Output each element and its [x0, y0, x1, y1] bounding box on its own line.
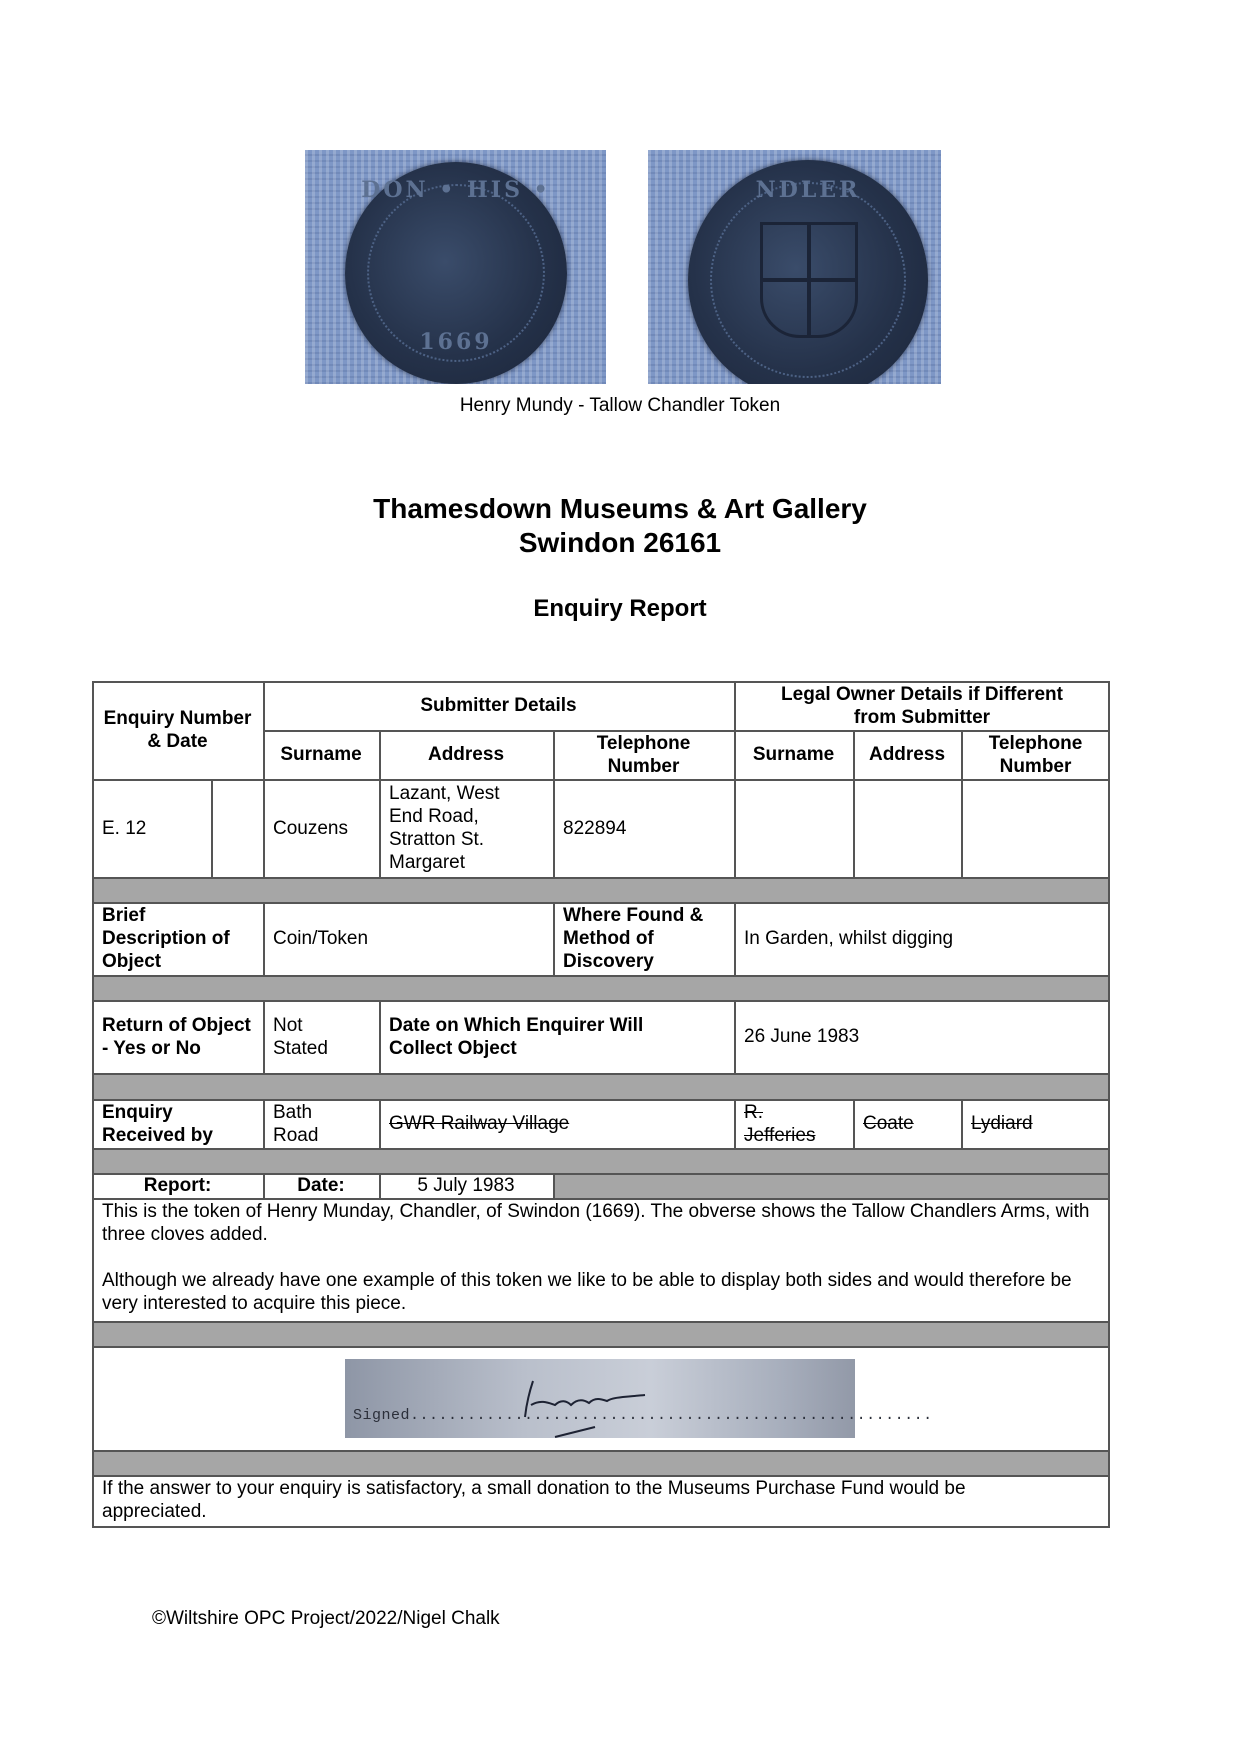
report-header-band [553, 1173, 1110, 1198]
owner-address [853, 779, 961, 877]
separator-band [92, 1450, 1110, 1475]
row-line [92, 1148, 1110, 1150]
header-address: Address [427, 744, 505, 765]
enquiry-date [211, 779, 263, 877]
report-text [92, 1198, 1110, 1321]
report-label: Report: [143, 1175, 212, 1196]
header-owner-surname: Surname [752, 744, 835, 765]
header-submitter-details: Submitter Details [420, 695, 577, 716]
token-reverse-photo [648, 150, 941, 384]
received-option-bath-road: Bath Road [273, 1101, 319, 1146]
received-option-gwr: GWR Railway Village [389, 1113, 570, 1134]
return-value: Not Stated [273, 1014, 328, 1059]
report-paragraph-2: Although we already have one example of this token we like to be able to display both sides and would therefore be very interested to acquire this piece. [102, 1270, 1072, 1314]
separator-band [92, 975, 1110, 1000]
header-owner-telephone: Telephone Number [988, 732, 1083, 777]
coin-obverse [345, 162, 567, 384]
owner-surname [734, 779, 853, 877]
received-option-coate: Coate [863, 1113, 914, 1134]
description-label: Brief Description of Object [102, 905, 230, 972]
separator-band [92, 1073, 1110, 1099]
coin-obverse-date: 1669 [419, 329, 493, 355]
description-value: Coin/Token [273, 928, 369, 949]
signed-label: Signed....................................................... [353, 1407, 933, 1424]
copyright-footer: ©Wiltshire OPC Project/2022/Nigel Chalk [152, 1608, 500, 1629]
page-title [0, 492, 1240, 560]
coin-obverse-legend: DON • HIS • [361, 177, 551, 203]
received-option-lydiard: Lydiard [971, 1113, 1033, 1134]
row-line [92, 1073, 1110, 1075]
title-line-2: Swindon 26161 [518, 527, 722, 558]
submitter-address: Lazant, West End Road, Stratton St. Margaret [389, 783, 500, 873]
table-border-bottom [92, 1526, 1110, 1528]
row-line [92, 1321, 1110, 1323]
header-legal-owner-details: Legal Owner Details if Different from Submitter [781, 683, 1063, 728]
header-owner-address: Address [868, 744, 946, 765]
enquiry-number: E. 12 [102, 817, 147, 839]
collect-date-label: Date on Which Enquirer Will Collect Object [389, 1014, 644, 1059]
header-telephone: Telephone Number [596, 732, 691, 777]
owner-telephone [961, 779, 1110, 877]
report-subtitle: Enquiry Report [533, 595, 707, 622]
row-line [92, 1346, 1110, 1348]
separator-band [92, 1148, 1110, 1173]
photo-caption: Henry Mundy - Tallow Chandler Token [459, 395, 781, 416]
submitter-surname: Couzens [273, 817, 348, 839]
where-found-label: Where Found & Method of Discovery [563, 905, 704, 972]
signature-image [345, 1359, 933, 1438]
where-found-value: In Garden, whilst digging [744, 928, 954, 949]
token-obverse-photo [305, 150, 606, 384]
received-option-jefferies: R. Jefferies [744, 1101, 816, 1146]
donation-note: If the answer to your enquiry is satisfactory, a small donation to the Museums Purchase Fund would be appreciated. [102, 1478, 966, 1522]
enquiry-table [92, 681, 1110, 1526]
received-by-label: Enquiry Received by [102, 1101, 213, 1146]
report-date-label: Date: [297, 1175, 345, 1196]
row-line [92, 877, 1110, 879]
report-date-value: 5 July 1983 [417, 1175, 515, 1196]
handwritten-signature-icon [345, 1359, 855, 1438]
header-surname: Surname [280, 744, 362, 765]
coat-of-arms-shield-icon [760, 222, 858, 338]
report-paragraph-1: This is the token of Henry Munday, Chandler, of Swindon (1669). The obverse shows the Tallow Chandlers Arms, with three cloves added. [102, 1201, 1090, 1245]
separator-band [92, 1321, 1110, 1346]
coin-reverse [688, 160, 928, 384]
header-enquiry-number-date: Enquiry Number & Date [103, 708, 252, 752]
separator-band [92, 877, 1110, 902]
row-line [92, 975, 1110, 977]
coin-reverse-legend: NDLER [755, 177, 861, 203]
collect-date-value: 26 June 1983 [744, 1026, 860, 1047]
title-line-1: Thamesdown Museums & Art Gallery [373, 493, 867, 524]
row-line [92, 1450, 1110, 1452]
col-line [553, 1173, 555, 1198]
return-label: Return of Object - Yes or No [102, 1014, 251, 1059]
submitter-telephone: 822894 [563, 817, 627, 839]
